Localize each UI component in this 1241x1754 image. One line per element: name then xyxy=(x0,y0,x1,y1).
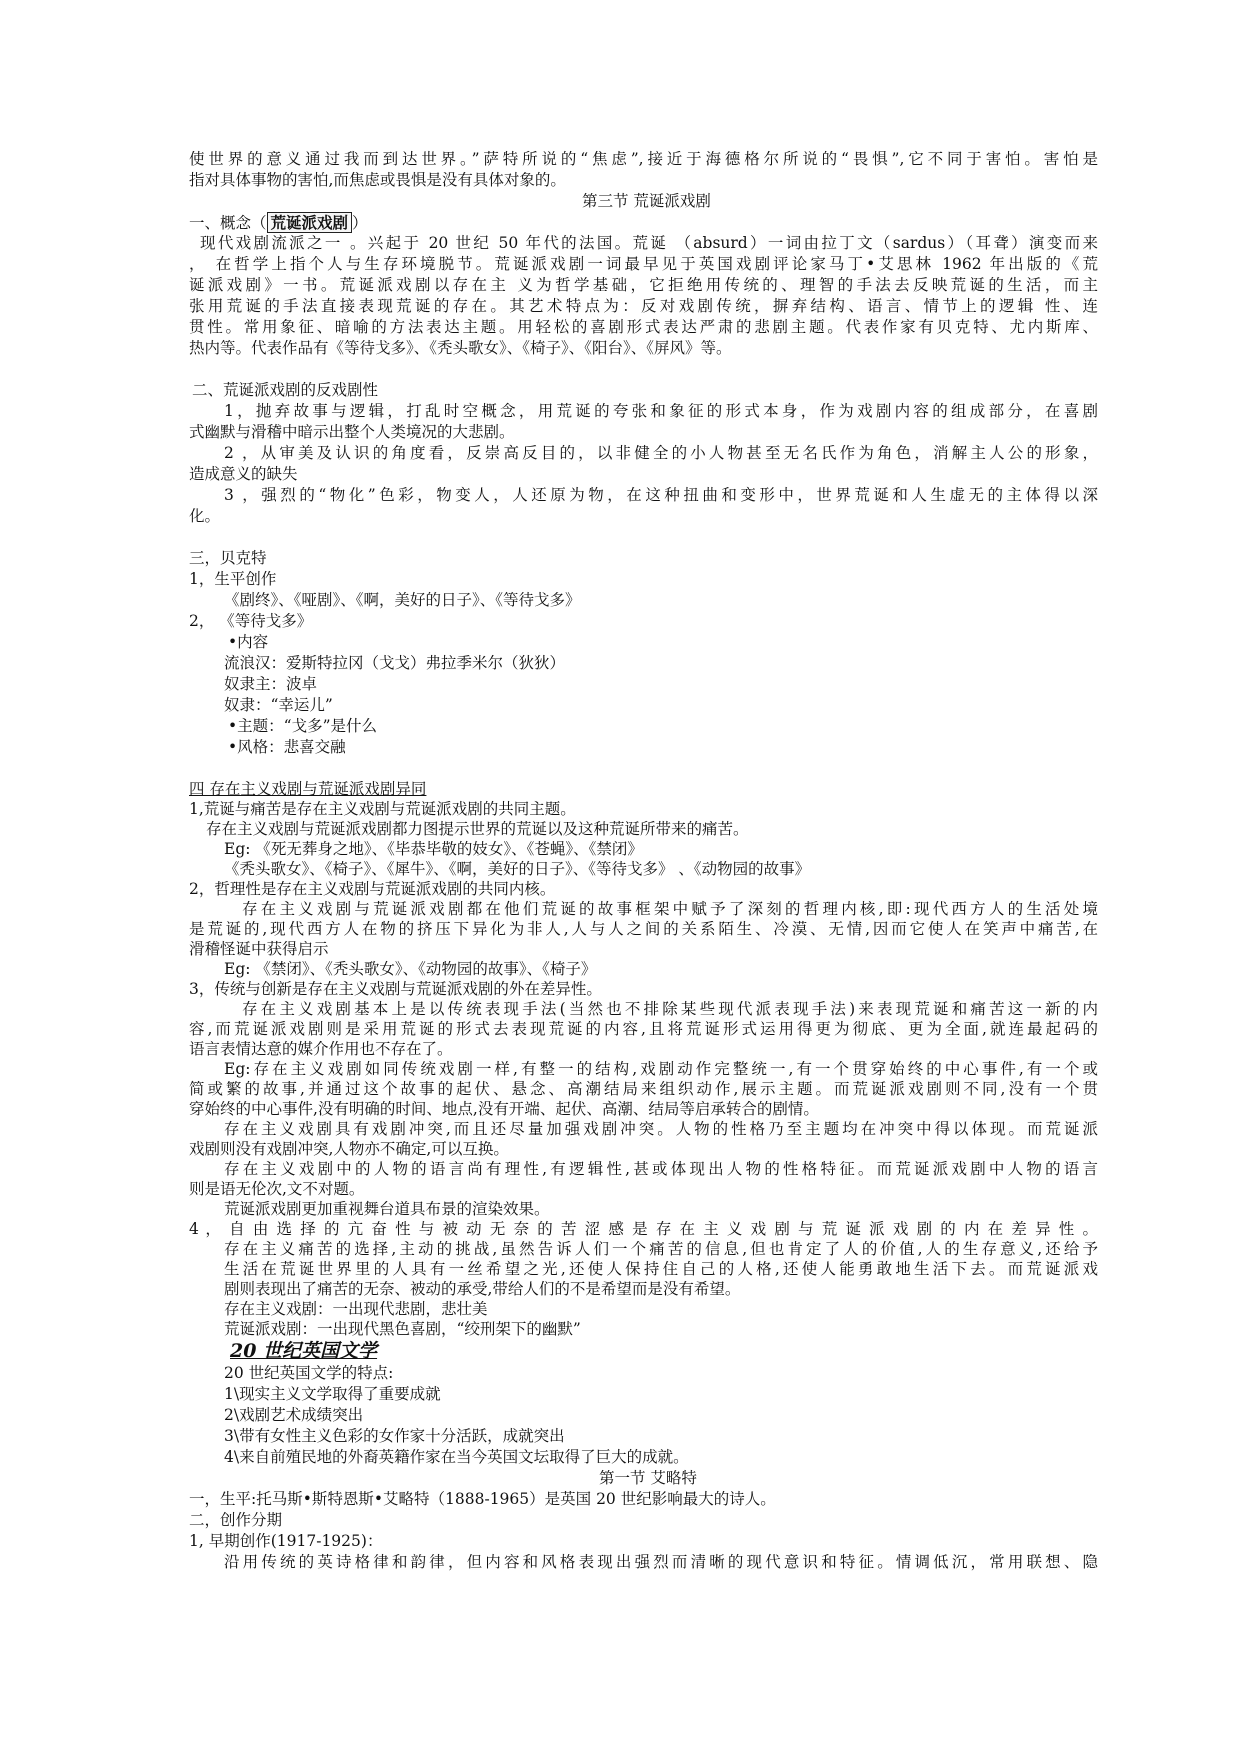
text-line: 《秃头歌女》、《椅子》、《犀牛》、《啊，美好的日子》、《等待戈多》 、《动物园的故事》 xyxy=(224,860,811,878)
text-line: 是荒诞的,现代西方人在物的挤压下异化为非人,人与人之间的关系陌生、冷漠、无情,因而它使人在笑声中痛苦,在 xyxy=(189,920,1098,938)
text-line: Eg:存在主义戏剧如同传统戏剧一样,有整一的结构,戏剧动作完整统一,有一个贯穿始终的中心事件,有一个或 xyxy=(224,1060,1098,1078)
heading-prefix: 一、概念（ xyxy=(189,214,267,232)
text-line: ， 在哲学上指个人与生存环境脱节。荒诞派戏剧一词最早见于英国戏剧评论家马丁•艾思林 1962 年出版的《荒 xyxy=(189,255,1098,273)
text-line: 存在主义痛苦的选择,主动的挑战,虽然告诉人们一个痛苦的信息,但也肯定了人的价值,人的生存意义,还给予 xyxy=(224,1240,1098,1258)
text-line: 诞派戏剧》一书。荒诞派戏剧以存在主 义为哲学基础，它拒绝用传统的、理智的手法去反映荒诞的生活，而主 xyxy=(189,276,1098,294)
heading-suffix: ） xyxy=(352,214,368,232)
text-line: •内容 xyxy=(228,633,269,651)
text-line: 2\戏剧艺术成绩突出 xyxy=(224,1406,364,1424)
text-line: 容,而荒诞派戏剧则是采用荒诞的形式去表现荒诞的内容,且将荒诞形式运用得更为彻底、更为全面,就连最起码的 xyxy=(189,1020,1098,1038)
section-heading xyxy=(189,213,368,233)
text-line: 3\带有女性主义色彩的女作家十分活跃，成就突出 xyxy=(224,1427,565,1445)
text-line: 简或繁的故事,并通过这个故事的起伏、悬念、高潮结局来组织动作,展示主题。而荒诞派戏剧则不同,没有一个贯 xyxy=(189,1080,1098,1098)
text-line: 3 ，强烈的“物化”色彩，物变人，人还原为物，在这种扭曲和变形中，世界荒诞和人生虚无的主体得以深 xyxy=(224,486,1098,504)
text-line: 现代戏剧流派之一 。兴起于 20 世纪 50 年代的法国。荒诞 （absurd）一词由拉丁文（sardus）（耳聋）演变而来 xyxy=(200,234,1098,252)
text-line: 戏剧则没有戏剧冲突,人物亦不确定,可以互换。 xyxy=(189,1140,509,1158)
section-heading: 四 存在主义戏剧与荒诞派戏剧异同 xyxy=(189,780,427,798)
text-line: 生活在荒诞世界里的人具有一丝希望之光,还使人保持住自己的人格,还使人能勇敢地生活下去。而荒诞派戏 xyxy=(224,1260,1098,1278)
section-title: 第三节 荒诞派戏剧 xyxy=(582,192,711,210)
chapter-title: 20 世纪英国文学 xyxy=(230,1340,378,1362)
text-line: 指对具体事物的害怕,而焦虑或畏惧是没有具体对象的。 xyxy=(189,171,566,189)
text-line: 语言表情达意的媒介作用也不存在了。 xyxy=(189,1040,453,1058)
text-line: •主题：“戈多”是什么 xyxy=(228,717,377,735)
text-line: 1,荒诞与痛苦是存在主义戏剧与荒诞派戏剧的共同主题。 xyxy=(189,800,576,818)
text-line: 式幽默与滑稽中暗示出整个人类境况的大悲剧。 xyxy=(189,423,515,441)
text-line: 剧则表现出了痛苦的无奈、被动的承受,带给人们的不是希望而是没有希望。 xyxy=(224,1280,741,1298)
text-line: 化。 xyxy=(189,507,221,525)
section-title: 第一节 艾略特 xyxy=(599,1469,697,1487)
text-line: 4 ， 自 由 选 择 的 亢 奋 性 与 被 动 无 奈 的 苦 涩 感 是 存 在 主 义 戏 剧 与 荒 诞 派 戏 剧 的 内 在 差 异 性 。 xyxy=(189,1220,1098,1238)
text-line: 1，生平创作 xyxy=(189,570,277,588)
text-line: 奴隶主：波卓 xyxy=(224,675,318,693)
text-line: Eg: 《死无葬身之地》、《毕恭毕敬的妓女》、《苍蝇》、《禁闭》 xyxy=(224,840,643,858)
text-line: 存在主义戏剧基本上是以传统表现手法(当然也不排除某些现代派表现手法)来表现荒诞和痛苦这一新的内 xyxy=(242,1000,1098,1018)
text-line: 流浪汉：爱斯特拉冈（戈戈）弗拉季米尔（狄狄） xyxy=(224,654,566,672)
text-line: 穿始终的中心事件,没有明确的时间、地点,没有开端、起伏、高潮、结局等启承转合的剧情。 xyxy=(189,1100,819,1118)
text-line: 荒诞派戏剧：一出现代黑色喜剧，“绞刑架下的幽默” xyxy=(224,1320,581,1338)
text-line: 存在主义戏剧与荒诞派戏剧都在他们荒诞的故事框架中赋予了深刻的哲理内核,即:现代西方人的生活处境 xyxy=(242,900,1098,918)
text-line: 3，传统与创新是存在主义戏剧与荒诞派戏剧的外在差异性。 xyxy=(189,980,602,998)
text-line: 1，抛弃故事与逻辑，打乱时空概念，用荒诞的夸张和象征的形式本身，作为戏剧内容的组成部分，在喜剧 xyxy=(224,402,1098,420)
text-line: 1\现实主义文学取得了重要成就 xyxy=(224,1385,441,1403)
text-line: 贯性。常用象征、暗喻的方法表达主题。用轻松的喜剧形式表达严肃的悲剧主题。代表作家有贝克特、尤内斯库、 xyxy=(189,318,1098,336)
text-line: 奴隶：“幸运儿” xyxy=(224,696,333,714)
section-heading: 二、荒诞派戏剧的反戏剧性 xyxy=(192,381,379,399)
text-line: 一，生平:托马斯•斯特恩斯•艾略特（1888-1965）是英国 20 世纪影响最大的诗人。 xyxy=(189,1490,776,1508)
text-line: 存在主义戏剧具有戏剧冲突,而且还尽量加强戏剧冲突。人物的性格乃至主题均在冲突中得以体现。而荒诞派 xyxy=(224,1120,1098,1138)
text-line: 存在主义戏剧：一出现代悲剧，悲壮美 xyxy=(224,1300,488,1318)
text-line: 2，哲理性是存在主义戏剧与荒诞派戏剧的共同内核。 xyxy=(189,880,556,898)
text-line: 使世界的意义通过我而到达世界。”萨特所说的“焦虑”,接近于海德格尔所说的“畏惧”,它不同于害怕。害怕是 xyxy=(189,150,1098,168)
text-line: 4\来自前殖民地的外裔英籍作家在当今英国文坛取得了巨大的成就。 xyxy=(224,1448,689,1466)
text-line: 20 世纪英国文学的特点: xyxy=(224,1364,394,1382)
text-line: 存在主义戏剧与荒诞派戏剧都力图提示世界的荒诞以及这种荒诞所带来的痛苦。 xyxy=(206,820,749,838)
text-line: 2， 《等待戈多》 xyxy=(189,612,313,630)
section-heading: 三，贝克特 xyxy=(189,549,267,567)
text-line: 二，创作分期 xyxy=(189,1511,283,1529)
text-line: 存在主义戏剧中的人物的语言尚有理性,有逻辑性,甚或体现出人物的性格特征。而荒诞派戏剧中人物的语言 xyxy=(224,1160,1098,1178)
text-line: 沿用传统的英诗格律和韵律，但内容和风格表现出强烈而清晰的现代意识和特征。情调低沉，常用联想、隐 xyxy=(224,1553,1098,1571)
text-line: 热内等。代表作品有《等待戈多》、《秃头歌女》、《椅子》、《阳台》、《屏风》等。 xyxy=(189,339,732,357)
text-line: 滑稽怪诞中获得启示 xyxy=(189,940,329,958)
text-line: 1, 早期创作(1917-1925)： xyxy=(189,1532,383,1550)
text-line: 2 ，从审美及认识的角度看，反崇高反目的，以非健全的小人物甚至无名氏作为角色，消解主人公的形象， xyxy=(224,444,1098,462)
text-line: 张用荒诞的手法直接表现荒诞的存在。其艺术特点为：反对戏剧传统，摒弃结构、语言、情节上的逻辑 性、连 xyxy=(189,297,1098,315)
text-line: 荒诞派戏剧更加重视舞台道具布景的渲染效果。 xyxy=(224,1200,550,1218)
text-line: 则是语无伦次,文不对题。 xyxy=(189,1180,365,1198)
text-line: •风格：悲喜交融 xyxy=(228,738,346,756)
text-line: Eg: 《禁闭》、《秃头歌女》、《动物园的故事》、《椅子》 xyxy=(224,960,597,978)
text-line: 造成意义的缺失 xyxy=(189,465,298,483)
highlighted-term: 荒诞派戏剧 xyxy=(267,212,353,233)
text-line: 《剧终》、《哑剧》、《啊，美好的日子》、《等待戈多》 xyxy=(224,591,581,609)
